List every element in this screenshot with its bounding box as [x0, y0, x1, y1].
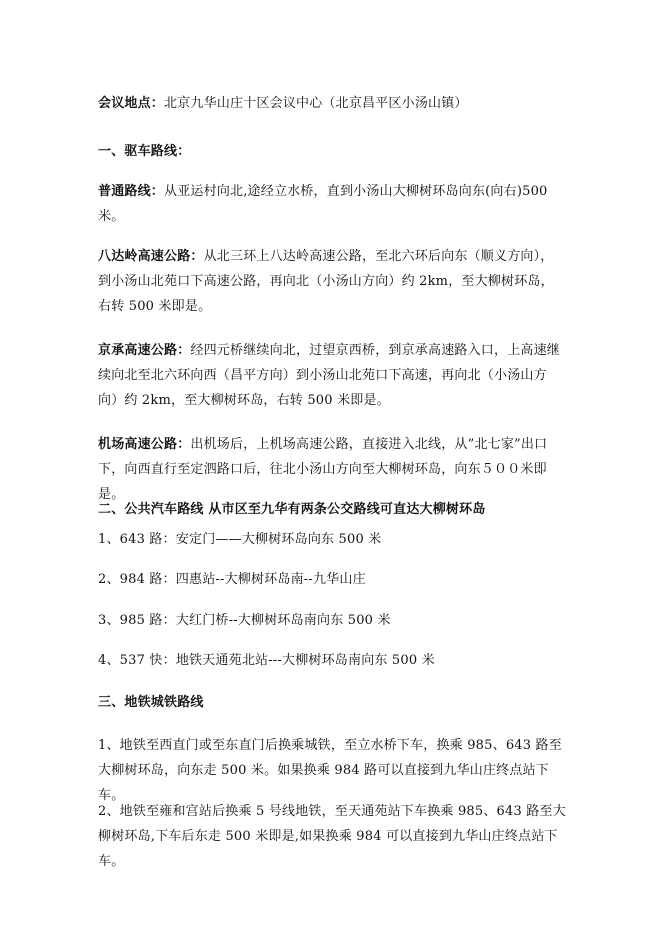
- driving-jingcheng-label: 京承高速公路：: [98, 343, 191, 358]
- driving-normal-paragraph: [98, 179, 566, 229]
- venue-text: 北京九华山庄十区会议中心（北京昌平区小汤山镇）: [164, 96, 468, 111]
- metro-route-item: 2、地铁至雍和宫站后换乘 5 号线地铁，至天通苑站下车换乘 985、643 路至大柳树环岛,下车后东走 500 米即是,如果换乘 984 可以直接到九华山庄终点站下车。: [98, 804, 566, 869]
- bus-heading: 二、公共汽车路线 从市区至九华有两条公交路线可直达大柳树环岛: [98, 502, 486, 517]
- driving-normal-text: 从亚运村向北,途经立水桥，直到小汤山大柳树环岛向东(向右)500米。: [98, 184, 548, 224]
- bus-route-item: 4、537 快：地铁天通苑北站---大柳树环岛南向东 500 米: [98, 653, 435, 668]
- bus-route-item: 2、984 路：四惠站--大柳树环岛南--九华山庄: [98, 572, 366, 587]
- venue-paragraph: [98, 91, 566, 116]
- driving-airport-text: 出机场后，上机场高速公路，直接进入北线，从”北七家”出口下，向西直行至定泗路口后，往北小汤山方向至大柳树环岛，向东５００米即是。: [98, 437, 548, 502]
- venue-label: 会议地点：: [98, 96, 165, 111]
- driving-badaling-paragraph: [98, 244, 566, 319]
- bus-route-item: 1、643 路：安定门——大柳树环岛向东 500 米: [98, 532, 382, 547]
- driving-heading: 一、驱车路线：: [98, 144, 191, 159]
- driving-badaling-label: 八达岭高速公路：: [98, 249, 204, 264]
- driving-normal-label: 普通路线：: [98, 184, 165, 199]
- driving-jingcheng-text: 经四元桥继续向北，过望京西桥，到京承高速路入口，上高速继续向北至北六环向西（昌平方向）到小汤山北苑口下高速，再向北（小汤山方向）约 2km，至大柳树环岛，右转 500 米即是。: [98, 343, 561, 408]
- driving-airport-label: 机场高速公路：: [98, 437, 191, 452]
- bus-route-item: 3、985 路：大红门桥--大柳树环岛南向东 500 米: [98, 613, 391, 628]
- driving-airport-paragraph: [98, 432, 566, 507]
- metro-heading: 三、地铁城铁路线: [98, 695, 204, 710]
- driving-badaling-text: 从北三环上八达岭高速公路，至北六环后向东（顺义方向），到小汤山北苑口下高速公路，再向北（小汤山方向）约 2km，至大柳树环岛，右转 500 米即是。: [98, 249, 554, 314]
- metro-route-item: 1、地铁至西直门或至东直门后换乘城铁，至立水桥下车，换乘 985、643 路至大柳树环岛，向东走 500 米。如果换乘 984 路可以直接到九华山庄终点站下车。: [98, 738, 562, 803]
- driving-jingcheng-paragraph: [98, 338, 566, 413]
